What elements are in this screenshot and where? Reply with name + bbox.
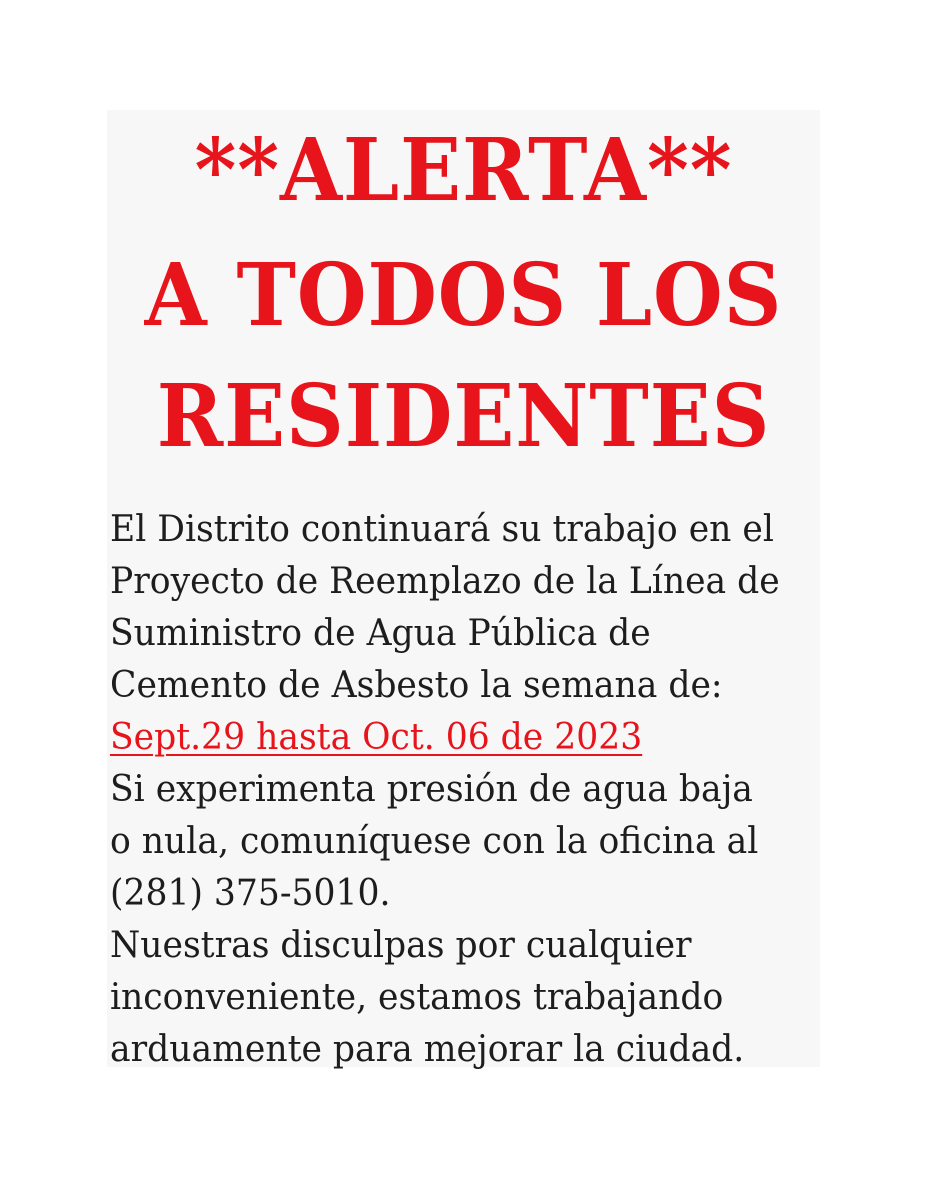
- body-line: Suministro de Agua Pública de: [110, 613, 651, 654]
- closing-line: Nuestras disculpas por cualquier: [110, 925, 692, 966]
- alert-subheadline: A TODOS LOS: [144, 245, 783, 346]
- body-line: Cemento de Asbesto la semana de:: [110, 665, 723, 706]
- contact-line: Si experimenta presión de agua baja: [110, 769, 753, 810]
- alert-headline: **ALERTA**: [194, 120, 733, 221]
- closing-line: arduamente para mejorar la ciudad.: [110, 1029, 745, 1070]
- work-dates: Sept.29 hasta Oct. 06 de 2023: [110, 717, 643, 758]
- contact-line: o nula, comuníquese con la oficina al: [110, 821, 759, 862]
- body-line: El Distrito continuará su trabajo en el: [110, 509, 774, 550]
- body-line: Proyecto de Reemplazo de la Línea de: [110, 561, 780, 602]
- notice-body: [110, 504, 820, 1076]
- phone-number: (281) 375-5010.: [110, 873, 391, 914]
- closing-line: inconveniente, estamos trabajando: [110, 977, 724, 1018]
- alert-subheadline-residents: RESIDENTES: [156, 366, 771, 467]
